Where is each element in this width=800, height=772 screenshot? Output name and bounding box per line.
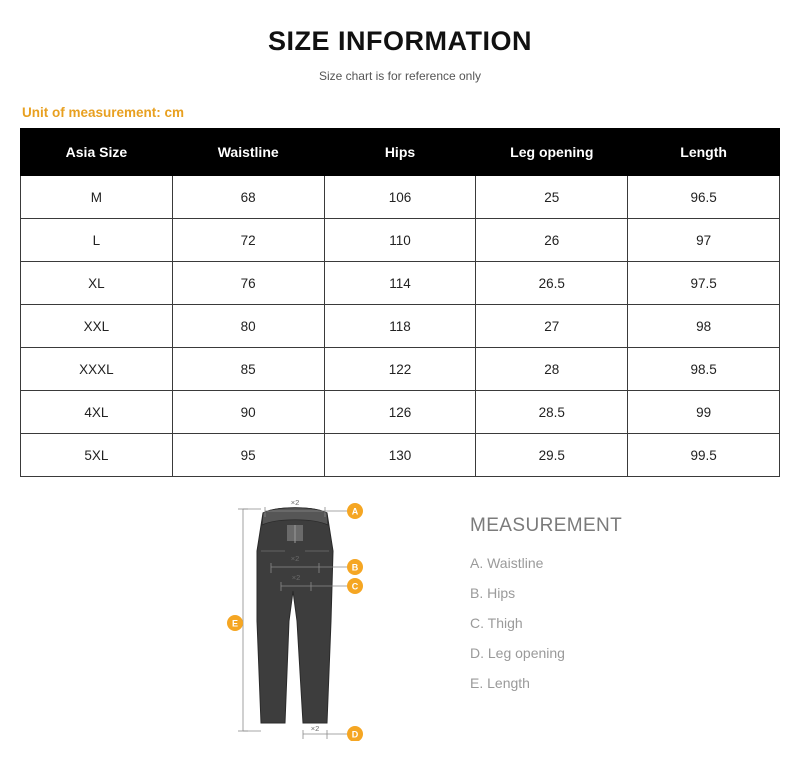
marker-label-d: D [351, 729, 359, 740]
multiplier-label-thigh: ×2 [291, 573, 301, 582]
cell-hips: 114 [324, 262, 476, 305]
pants-illustration [257, 508, 333, 723]
table-header-row [21, 129, 780, 176]
table-row [21, 219, 780, 262]
marker-label-a: A [351, 506, 359, 517]
table-row [21, 391, 780, 434]
column-header-leg-opening: Leg opening [476, 129, 628, 176]
column-header-hips: Hips [324, 129, 476, 176]
marker-label-c: C [351, 581, 359, 592]
measurement-section [0, 491, 800, 741]
marker-badge-d [347, 726, 363, 741]
cell-size: M [21, 176, 173, 219]
table-row [21, 434, 780, 477]
cell-waistline: 68 [172, 176, 324, 219]
table-row [21, 262, 780, 305]
column-header-asia-size: Asia Size [21, 129, 173, 176]
table-row [21, 305, 780, 348]
cell-size: L [21, 219, 173, 262]
cell-leg-opening: 29.5 [476, 434, 628, 477]
cell-hips: 110 [324, 219, 476, 262]
multiplier-label-leg-opening: ×2 [310, 724, 320, 733]
page-title: SIZE INFORMATION [268, 26, 532, 56]
cell-leg-opening: 27 [476, 305, 628, 348]
cell-size: 5XL [21, 434, 173, 477]
marker-label-e: E [231, 618, 239, 629]
multiplier-label-hips: ×2 [290, 554, 300, 563]
size-chart-table [20, 128, 780, 477]
measurement-legend [470, 515, 770, 705]
measurement-item-leg-opening: D. Leg opening [470, 645, 565, 661]
cell-length: 97 [628, 219, 780, 262]
cell-waistline: 95 [172, 434, 324, 477]
table-row [21, 176, 780, 219]
cell-waistline: 76 [172, 262, 324, 305]
marker-badge-a [347, 503, 363, 519]
cell-length: 98 [628, 305, 780, 348]
cell-leg-opening: 28 [476, 348, 628, 391]
measurement-item-length: E. Length [470, 675, 530, 691]
cell-leg-opening: 28.5 [476, 391, 628, 434]
measurement-title: MEASUREMENT [470, 515, 623, 536]
marker-label-b: B [351, 562, 359, 573]
cell-hips: 118 [324, 305, 476, 348]
marker-badge-b [347, 559, 363, 575]
multiplier-label-waistline: ×2 [290, 498, 300, 507]
pants-measurement-diagram [215, 491, 435, 741]
cell-hips: 106 [324, 176, 476, 219]
cell-hips: 122 [324, 348, 476, 391]
cell-size: XXXL [21, 348, 173, 391]
cell-leg-opening: 26.5 [476, 262, 628, 305]
cell-length: 99 [628, 391, 780, 434]
unit-of-measurement-note: Unit of measurement: cm [22, 105, 185, 120]
cell-size: XL [21, 262, 173, 305]
cell-length: 97.5 [628, 262, 780, 305]
page-subtitle: Size chart is for reference only [318, 69, 482, 83]
cell-waistline: 72 [172, 219, 324, 262]
measurement-item-waistline: A. Waistline [470, 555, 544, 571]
cell-hips: 130 [324, 434, 476, 477]
column-header-waistline: Waistline [172, 129, 324, 176]
cell-waistline: 80 [172, 305, 324, 348]
marker-badge-e [227, 615, 243, 631]
marker-badge-c [347, 578, 363, 594]
column-header-length: Length [628, 129, 780, 176]
cell-size: 4XL [21, 391, 173, 434]
cell-size: XXL [21, 305, 173, 348]
cell-waistline: 85 [172, 348, 324, 391]
cell-hips: 126 [324, 391, 476, 434]
cell-length: 96.5 [628, 176, 780, 219]
cell-waistline: 90 [172, 391, 324, 434]
measurement-item-hips: B. Hips [470, 585, 516, 601]
size-information-page [0, 26, 800, 772]
cell-leg-opening: 26 [476, 219, 628, 262]
cell-leg-opening: 25 [476, 176, 628, 219]
table-body [21, 176, 780, 477]
cell-length: 98.5 [628, 348, 780, 391]
cell-length: 99.5 [628, 434, 780, 477]
table-row [21, 348, 780, 391]
table-header [21, 129, 780, 176]
measurement-item-thigh: C. Thigh [470, 615, 523, 631]
